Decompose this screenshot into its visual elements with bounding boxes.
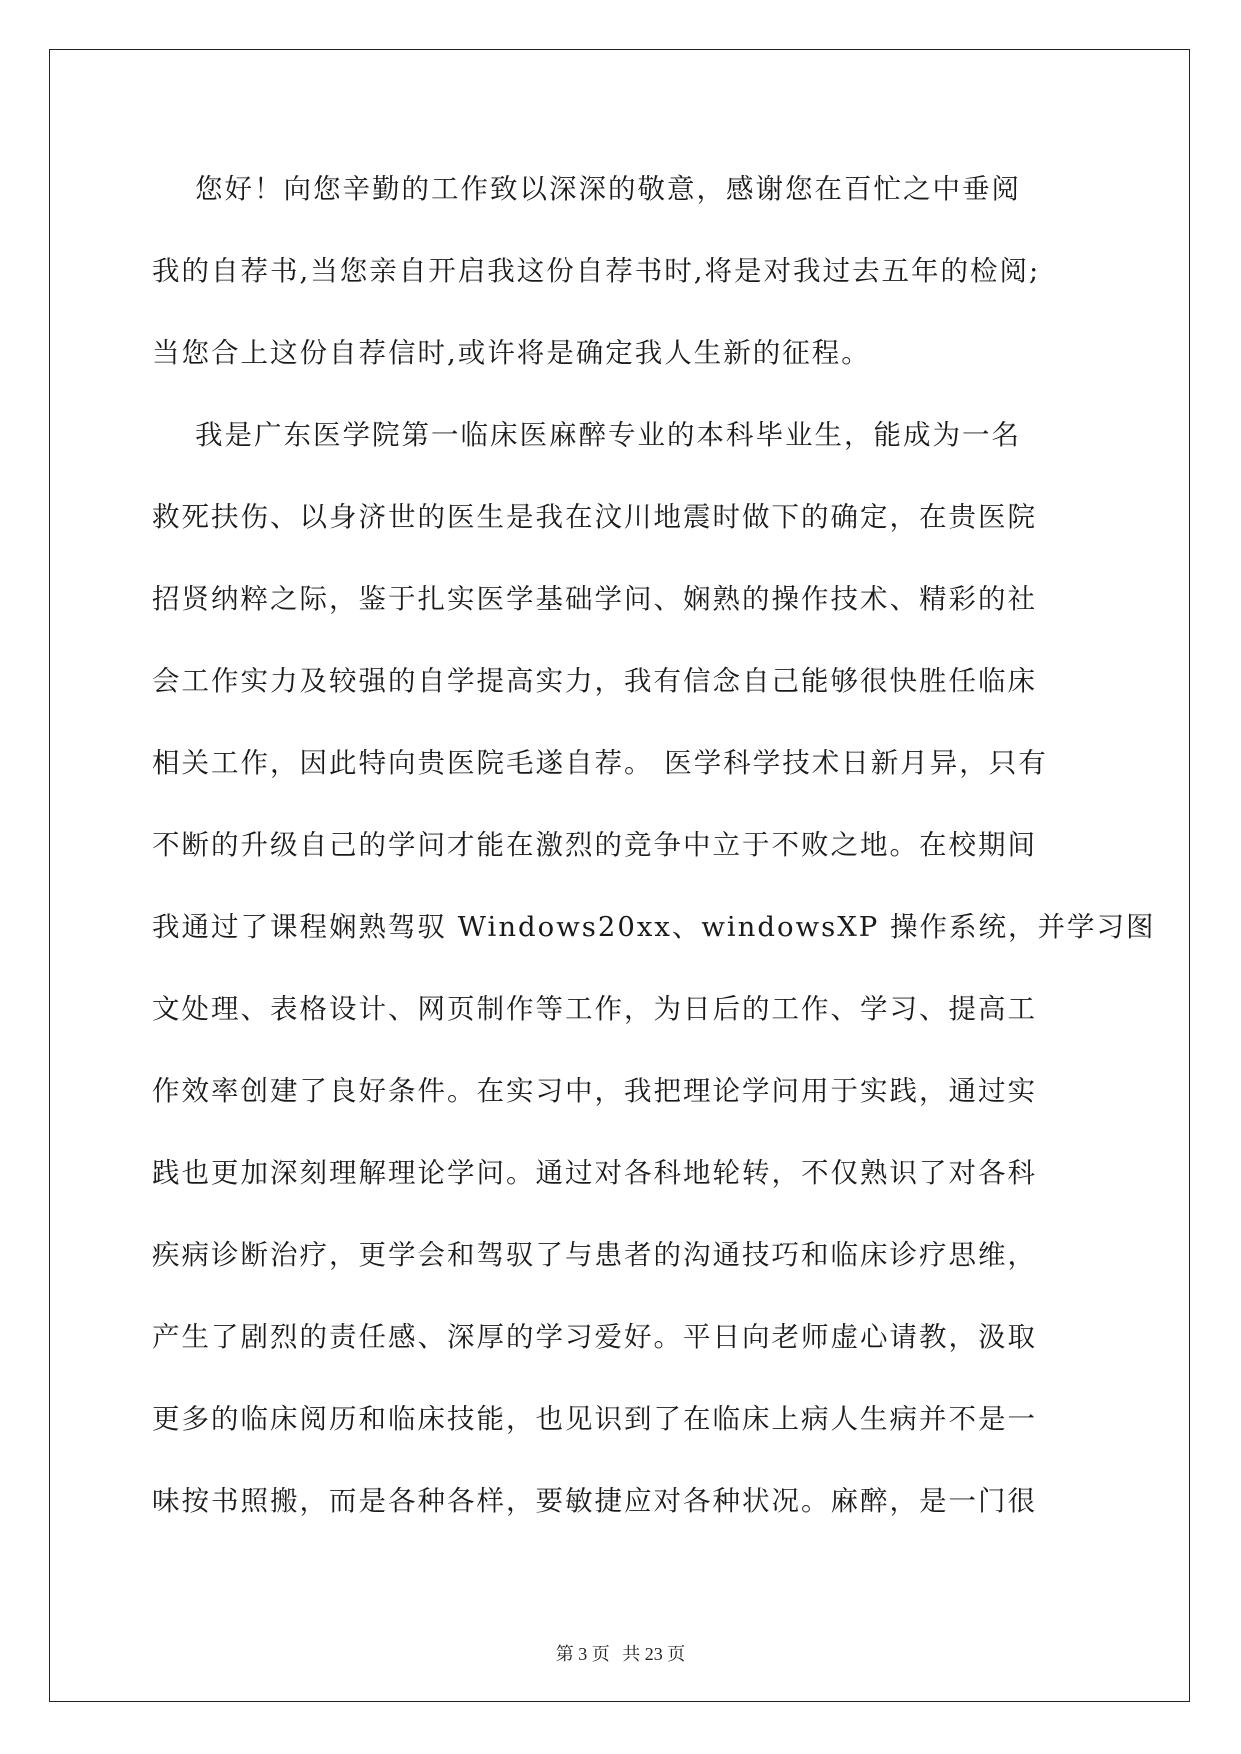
text-line: 当您合上这份自荐信时,或许将是确定我人生新的征程。 [152,337,871,369]
text-line: 践也更加深刻理解理论学问。通过对各科地轮转，不仅熟识了对各科 [152,1157,1037,1189]
text-line: 疾病诊断治疗，更学会和驾驭了与患者的沟通技巧和临床诊疗思维， [152,1239,1037,1271]
text-line: 招贤纳粹之际，鉴于扎实医学基础学问、娴熟的操作技术、精彩的社 [152,583,1037,615]
text-line: 我是广东医学院第一临床医麻醉专业的本科毕业生，能成为一名 [152,419,1021,451]
text-line: 您好！向您辛勤的工作致以深深的敬意，感谢您在百忙之中垂阅 [152,173,1021,205]
text-line: 文处理、表格设计、网页制作等工作，为日后的工作、学习、提高工 [152,993,1037,1025]
text-line: 不断的升级自己的学问才能在激烈的竞争中立于不败之地。在校期间 [152,829,1037,861]
page-number: 第 3 页 [555,1644,610,1664]
text-line: 作效率创建了良好条件。在实习中，我把理论学问用于实践，通过实 [152,1075,1037,1107]
text-line: 我通过了课程娴熟驾驭 Windows20xx、windowsXP 操作系统，并学习图 [152,911,1156,943]
letter-body [152,165,1156,1559]
text-line: 相关工作，因此特向贵医院毛遂自荐。 医学科学技术日新月异，只有 [152,747,1048,779]
text-line: 会工作实力及较强的自学提高实力，我有信念自己能够很快胜任临床 [152,665,1037,697]
text-line: 更多的临床阅历和临床技能，也见识到了在临床上病人生病并不是一 [152,1403,1037,1435]
text-line: 味按书照搬，而是各种各样，要敏捷应对各种状况。麻醉，是一门很 [152,1485,1037,1517]
text-line: 救死扶伤、以身济世的医生是我在汶川地震时做下的确定，在贵医院 [152,501,1037,533]
page-total: 共 23 页 [622,1644,686,1664]
text-line: 我的自荐书,当您亲自开启我这份自荐书时,将是对我过去五年的检阅; [152,255,1041,287]
page-footer [0,1640,1241,1666]
text-line: 产生了剧烈的责任感、深厚的学习爱好。平日向老师虚心请教，汲取 [152,1321,1037,1353]
